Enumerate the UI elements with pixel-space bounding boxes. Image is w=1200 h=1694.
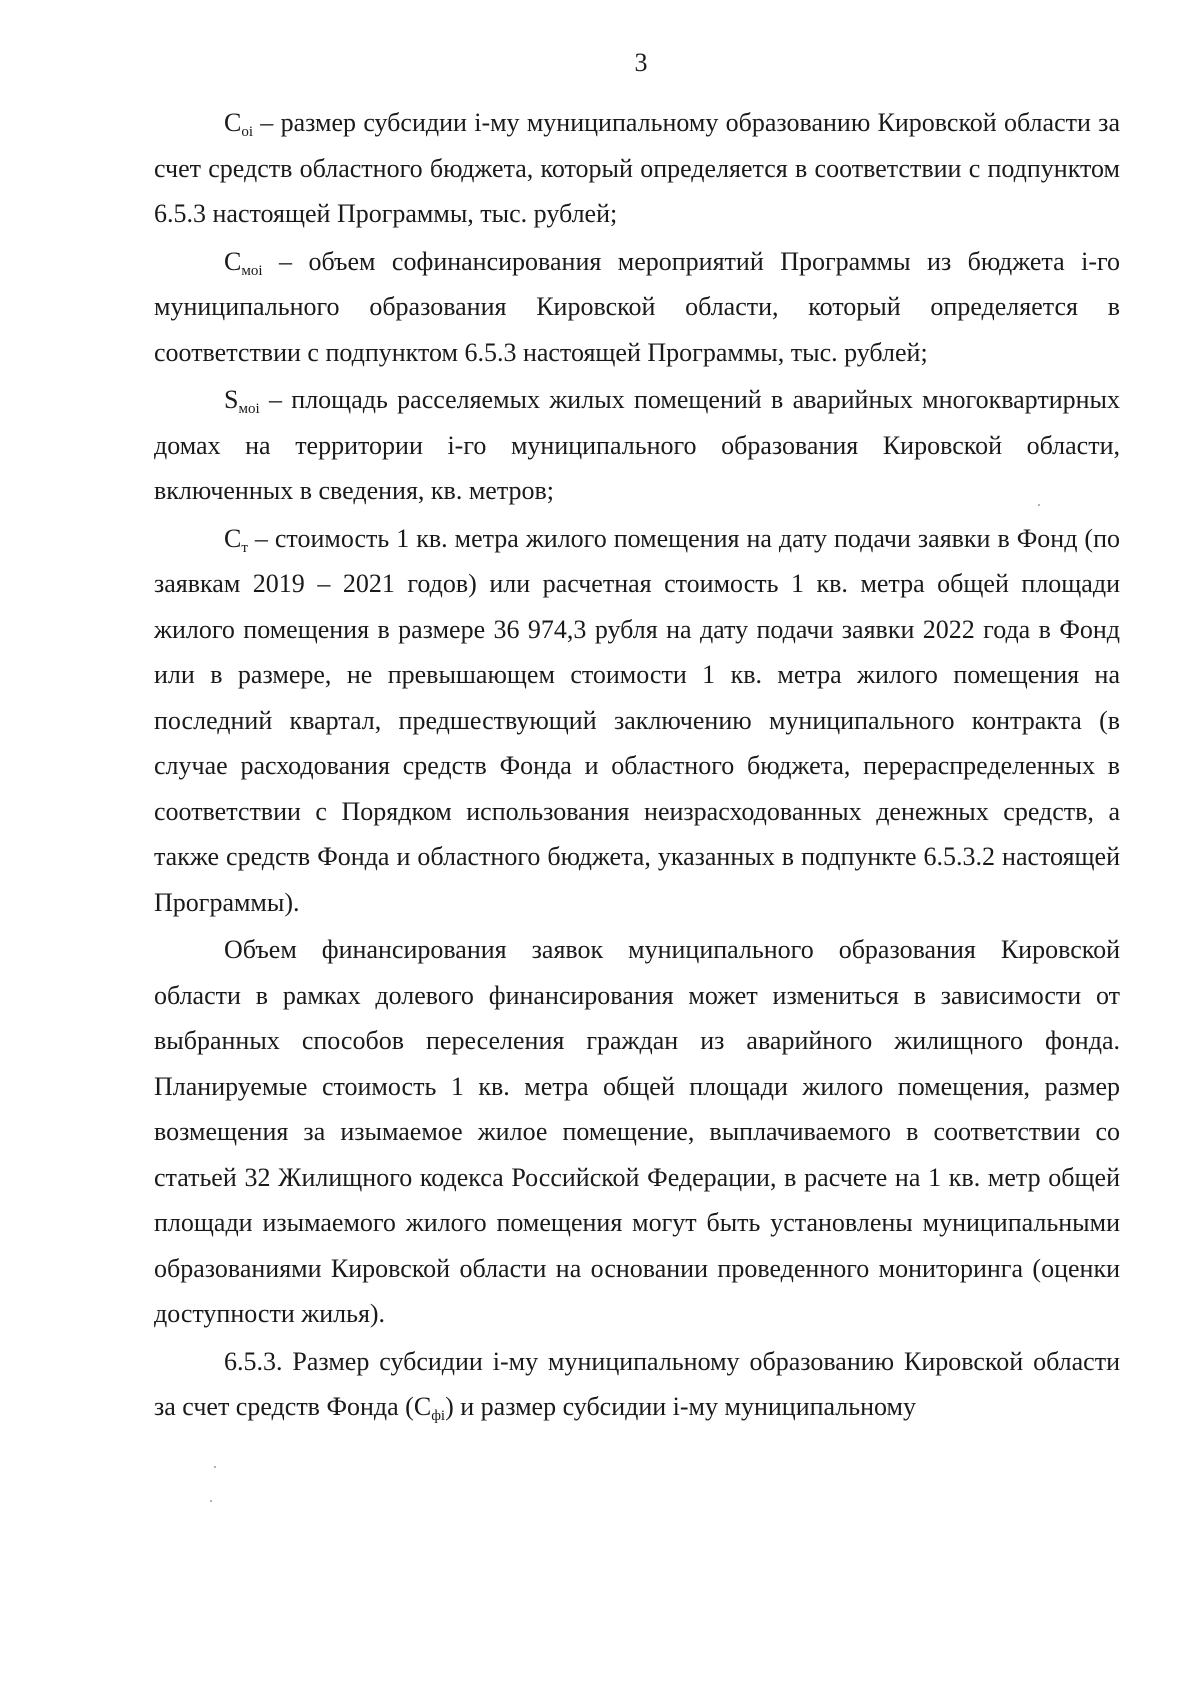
page-number: 3 (634, 48, 648, 77)
formula-symbol: $C_{мoi}$ (224, 246, 263, 279)
paragraph-financing-volume: Объем финансирования заявок муниципального образования Кировской области в рамках долевого финансирования может измениться в зависимости от выбранных способов переселения граждан из аварийного жилищного фонда. Планируемые стоимость 1 кв. метра общей площади жилого помещения, размер возмещения за изымаемое жилое помещение, выплачиваемого в соответствии со статьей 32 Жилищного кодекса Российской Федерации, в расчете на 1 кв. метр общей площади изымаемого жилого помещения могут быть установлены муниципальными образованиями Кировской области на основании проведенного мониторинга (оценки доступности жилья). (154, 935, 1120, 1328)
paragraph-c-moi-definition (154, 239, 1120, 376)
paragraph-c-oi-definition (154, 100, 1120, 237)
formula-symbol: $C_{фi}$ (413, 1392, 446, 1424)
scan-speck (214, 1466, 216, 1468)
paragraph-text: – площадь расселяемых жилых помещений в аварийных многоквартирных домах на территории i-го муниципального образования Кировской области, включенных в сведения, кв. метров; (154, 385, 1120, 505)
paragraph-text: – размер субсидии i-му муниципальному образованию Кировской области за счет средств областного бюджета, который определяется в соответствии с подпунктом 6.5.3 настоящей Программы, тыс. рублей; (154, 108, 1120, 228)
scan-speck (1038, 504, 1040, 506)
paragraph-text: ) и размер субсидии i-му муниципальному (445, 1392, 917, 1421)
paragraph-text: – объем софинансирования мероприятий Программы из бюджета i-го муниципального образования Кировской области, который определяется в соответствии с подпунктом 6.5.3 настоящей Программы, тыс. рублей; (154, 246, 1120, 367)
paragraph-6-5-3 (154, 1339, 1120, 1430)
paragraph-s-moi-definition (154, 377, 1120, 514)
paragraph-c-t-definition (154, 516, 1120, 926)
document-body (154, 100, 1120, 1432)
paragraph-text: – стоимость 1 кв. метра жилого помещения на дату подачи заявки в Фонд (по заявкам 2019 – 2021 годов) или расчетная стоимость 1 кв. метра общей площади жилого помещения в размере 36 974,3 рубля на дату подачи заявки 2022 года в Фонд или в размере, не превышающем стоимости 1 кв. метра жилого помещения на последний квартал, предшествующий заключению муниципального контракта (в случае расходования средств Фонда и областного бюджета, перераспределенных в соответствии с Порядком использования неизрасходованных денежных средств, а также средств Фонда и областного бюджета, указанных в подпункте 6.5.3.2 настоящей Программы). (154, 523, 1120, 917)
paragraph-text: 6.5.3. Размер субсидии i-му муниципальному образованию Кировской области за счет средств Фонда ( (154, 1346, 1120, 1421)
scan-speck (210, 1500, 212, 1502)
formula-symbol: $C_{oi}$ (224, 108, 254, 140)
formula-symbol: $S_{мoi}$ (224, 385, 260, 417)
formula-symbol: $C_т$ (224, 523, 248, 556)
